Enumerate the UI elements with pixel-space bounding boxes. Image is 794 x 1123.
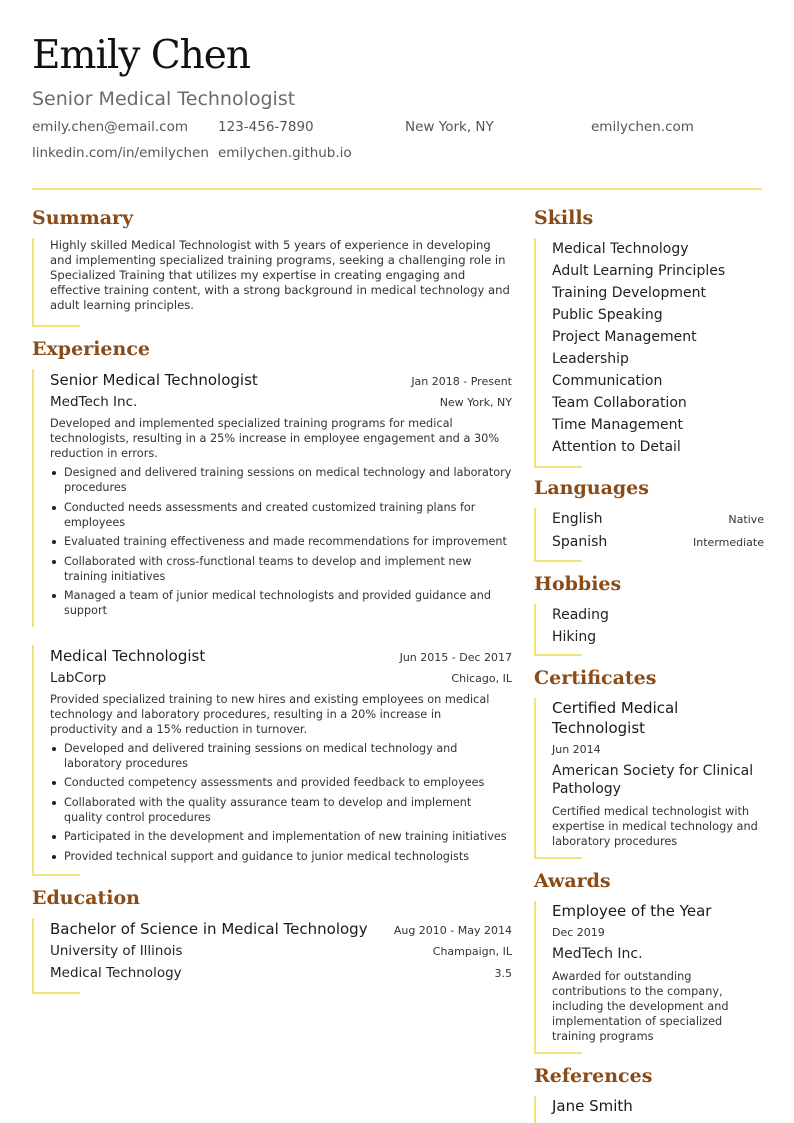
bullet-dot-icon xyxy=(52,540,56,544)
hobbies-heading: Hobbies xyxy=(534,573,622,595)
job-location: New York, NY xyxy=(439,396,512,409)
main-column xyxy=(32,206,512,994)
job-entry xyxy=(32,645,512,875)
bullet-dot-icon xyxy=(52,855,56,859)
bullet-dot-icon xyxy=(52,594,56,598)
language-item xyxy=(552,508,764,531)
summary-text: Highly skilled Medical Technologist with 5 years of experience in developing and implementing specialized training programs, seeking a challenging role in Specialized Training that utilizes my expertise in creating engaging and effective training content, with a strong background in medical technology and adult learning principles. xyxy=(50,238,510,312)
job-title: Senior Medical Technologist xyxy=(50,371,258,389)
language-item xyxy=(552,531,764,554)
certificate-entry xyxy=(534,698,764,857)
certificate-name: Certified Medical Technologist xyxy=(552,699,679,737)
contact-location: New York, NY xyxy=(405,119,494,135)
bullet-dot-icon xyxy=(52,801,56,805)
language-level: Native xyxy=(728,513,764,526)
certificate-issuer: American Society for Clinical Pathology xyxy=(552,763,754,797)
job-bullet: Conducted competency assessments and provided feedback to employees xyxy=(50,775,512,790)
job-bullet: Provided technical support and guidance to junior medical technologists xyxy=(50,849,512,864)
skill-item: Leadership xyxy=(552,351,629,367)
award-date: Dec 2019 xyxy=(552,926,605,939)
awards-section xyxy=(534,869,764,1054)
job-bullet: Conducted needs assessments and created customized training plans for employees xyxy=(50,500,512,530)
candidate-name: Emily Chen xyxy=(32,33,250,78)
education-entry xyxy=(32,918,512,992)
award-description: Awarded for outstanding contributions to the company, including the development and implementation of specialized training programs xyxy=(552,970,729,1043)
award-name: Employee of the Year xyxy=(552,902,712,920)
education-location: Champaign, IL xyxy=(432,945,512,958)
job-description: Developed and implemented specialized training programs for medical technologists, resulting in a 25% increase in employee engagement and a 30% reduction in errors. xyxy=(50,417,500,460)
language-name: Spanish xyxy=(552,534,608,550)
job-bullet: Collaborated with cross-functional teams to develop and implement new training initiatives xyxy=(50,554,512,584)
certificates-section xyxy=(534,666,764,859)
education-degree: Bachelor of Science in Medical Technology xyxy=(50,920,368,938)
job-bullet-list xyxy=(50,465,512,618)
job-bullet: Designed and delivered training sessions on medical technology and laboratory procedures xyxy=(50,465,512,495)
certificate-date: Jun 2014 xyxy=(552,743,601,756)
skill-item: Communication xyxy=(552,373,663,389)
job-bullet: Collaborated with the quality assurance team to develop and implement quality control procedures xyxy=(50,795,512,825)
job-title: Medical Technologist xyxy=(50,646,206,665)
section-end-rule xyxy=(32,992,80,994)
education-school: University of Illinois xyxy=(50,943,183,959)
languages-section xyxy=(534,476,764,562)
award-entry xyxy=(534,901,764,1052)
language-level: Intermediate xyxy=(693,536,764,549)
language-name: English xyxy=(552,511,603,527)
hobby-item: Reading xyxy=(552,607,609,623)
skill-item: Adult Learning Principles xyxy=(552,263,726,279)
skills-section xyxy=(534,206,764,468)
hobby-item: Hiking xyxy=(552,629,597,645)
education-gpa: 3.5 xyxy=(494,967,512,980)
job-bullet-list xyxy=(50,741,512,864)
reference-entry xyxy=(534,1096,764,1123)
skills-heading: Skills xyxy=(534,207,594,229)
section-end-rule xyxy=(534,654,582,656)
job-location: Chicago, IL xyxy=(451,671,512,685)
contact-phone[interactable]: 123-456-7890 xyxy=(218,119,314,135)
contact-linkedin[interactable]: linkedin.com/in/emilychen xyxy=(32,145,209,161)
job-description: Provided specialized training to new hires and existing employees on medical technology and laboratory procedures, resulting in a 20% increase in productivity and a 15% reduction in turnover. xyxy=(50,692,490,736)
references-section xyxy=(534,1064,764,1123)
job-company: LabCorp xyxy=(50,669,107,686)
section-end-rule xyxy=(534,466,582,468)
section-end-rule xyxy=(32,874,80,876)
summary-body xyxy=(32,238,512,325)
languages-heading: Languages xyxy=(534,477,649,499)
certificates-heading: Certificates xyxy=(534,667,657,689)
skill-item: Attention to Detail xyxy=(552,439,681,455)
contact-website[interactable]: emilychen.com xyxy=(591,119,694,135)
awards-heading: Awards xyxy=(534,870,611,892)
resume-header xyxy=(32,30,762,171)
skill-item: Project Management xyxy=(552,329,697,345)
header-divider xyxy=(32,188,762,190)
bullet-dot-icon xyxy=(52,835,56,839)
award-issuer: MedTech Inc. xyxy=(552,946,643,962)
hobbies-list xyxy=(534,604,764,654)
section-end-rule xyxy=(534,560,582,562)
education-dates: Aug 2010 - May 2014 xyxy=(393,924,512,937)
experience-section xyxy=(32,337,512,876)
education-field: Medical Technology xyxy=(50,965,182,981)
contact-email[interactable]: emily.chen@email.com xyxy=(32,119,189,135)
bullet-dot-icon xyxy=(52,781,56,785)
bullet-dot-icon xyxy=(52,560,56,564)
languages-list xyxy=(534,508,764,560)
job-bullet: Managed a team of junior medical technologists and provided guidance and support xyxy=(50,588,512,618)
experience-heading: Experience xyxy=(32,338,150,360)
job-dates: Jan 2018 - Present xyxy=(411,375,512,388)
certificate-description: Certified medical technologist with expertise in medical technology and laboratory procedures xyxy=(552,805,758,848)
job-entry xyxy=(32,369,512,627)
education-heading: Education xyxy=(32,887,140,909)
contact-github[interactable]: emilychen.github.io xyxy=(218,145,352,161)
section-end-rule xyxy=(534,1052,582,1054)
references-heading: References xyxy=(534,1065,653,1087)
skill-item: Medical Technology xyxy=(552,241,689,257)
summary-section xyxy=(32,206,512,327)
skill-item: Public Speaking xyxy=(552,307,663,323)
bullet-dot-icon xyxy=(52,747,56,751)
bullet-dot-icon xyxy=(52,471,56,475)
job-dates: Jun 2015 - Dec 2017 xyxy=(399,650,512,664)
skill-item: Team Collaboration xyxy=(552,395,687,411)
reference-name: Jane Smith xyxy=(552,1097,633,1115)
skills-list xyxy=(534,238,764,466)
summary-heading: Summary xyxy=(32,207,134,229)
education-section xyxy=(32,886,512,994)
section-end-rule xyxy=(32,325,80,327)
contact-list xyxy=(32,119,762,171)
candidate-title: Senior Medical Technologist xyxy=(32,88,296,110)
job-bullet: Evaluated training effectiveness and made recommendations for improvement xyxy=(50,534,512,549)
section-end-rule xyxy=(534,857,582,859)
skill-item: Time Management xyxy=(552,417,683,433)
side-column xyxy=(534,206,764,1123)
job-company: MedTech Inc. xyxy=(50,394,138,410)
skill-item: Training Development xyxy=(552,285,706,301)
bullet-dot-icon xyxy=(52,506,56,510)
job-bullet: Participated in the development and implementation of new training initiatives xyxy=(50,829,512,844)
hobbies-section xyxy=(534,572,764,656)
job-bullet: Developed and delivered training sessions on medical technology and laboratory procedures xyxy=(50,741,512,771)
